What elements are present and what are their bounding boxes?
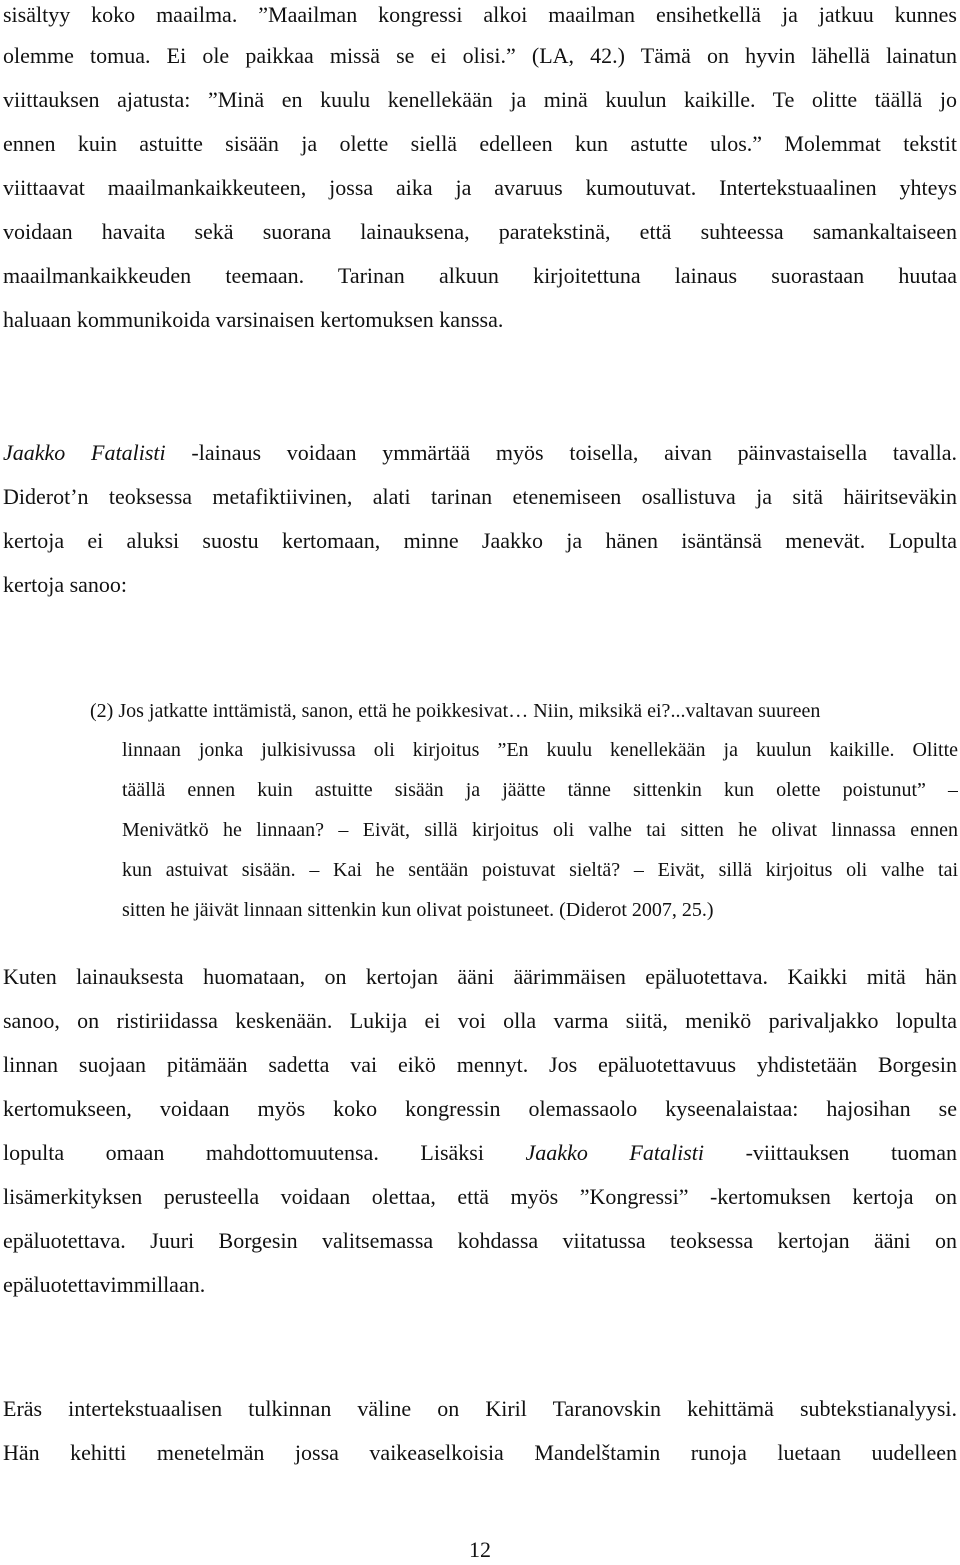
text-line: kertomukseen, voidaan myös koko kongressin olemassaolo kyseenalaistaa: hajosihan se [3, 1096, 957, 1121]
quote-line [90, 697, 958, 725]
text-line: Hän kehitti menetelmän jossa vaikeaselkoisia Mandelštamin runoja luetaan uudelleen [3, 1440, 957, 1465]
text-line: voidaan havaita sekä suorana lainauksena, paratekstinä, että suhteessa samankaltaiseen [3, 219, 957, 244]
text-line: sisältyy koko maailma. ”Maailman kongressi alkoi maailman ensihetkellä ja jatkuu kunnes [3, 2, 957, 27]
text-line: maailmankaikkeuden teemaan. Tarinan alkuun kirjoitettuna lainaus suorastaan huutaa [3, 263, 957, 288]
text-line: viittauksen ajatusta: ”Minä en kuulu kenellekään ja minä kuulun kaikille. Te olitte täällä jo [3, 87, 957, 112]
text-line: epäluotettavimmillaan. [3, 1272, 206, 1297]
text-line: olemme tomua. Ei ole paikkaa missä se ei olisi.” (LA, 42.) Tämä on hyvin lähellä lainatun [3, 43, 957, 68]
book-title: Jaakko Fatalisti [525, 1140, 704, 1165]
text-line: lisämerkityksen perusteella voidaan olettaa, että myös ”Kongressi” -kertomuksen kertoja on [3, 1184, 957, 1209]
quote-line: kun astuivat sisään. – Kai he sentään poistuvat sieltä? – Eivät, sillä kirjoitus oli valhe tai [122, 859, 958, 881]
text-line: Kuten lainauksesta huomataan, on kertojan ääni äärimmäisen epäluotettava. Kaikki mitä hän [3, 964, 957, 989]
quote-text: Jos jatkatte inttämistä, sanon, että he poikkesivat… Niin, miksikä ei?...valtavan suureen [118, 700, 821, 722]
quote-number: (2) [90, 700, 114, 722]
text-line: haluaan kommunikoida varsinaisen kertomuksen kanssa. [3, 307, 504, 332]
text-span: lopulta omaan mahdottomuutensa. Lisäksi [3, 1140, 526, 1165]
text-line: sanoo, on ristiriidassa keskenään. Lukija ei voi olla varma siitä, menikö parivaljakko lopulta [3, 1008, 957, 1033]
text-line: viittaavat maailmankaikkeuteen, jossa aika ja avaruus kumoutuvat. Intertekstuaalinen yhteys [3, 175, 957, 200]
page-number: 12 [469, 1537, 491, 1562]
quote-line: sitten he jäivät linnaan sittenkin kun olivat poistuneet. (Diderot 2007, 25.) [122, 899, 714, 921]
text-span: -viittauksen tuoman [703, 1140, 957, 1165]
text-span: -lainaus voidaan ymmärtää myös toisella, aivan päinvastaisella tavalla. [165, 440, 957, 465]
book-title: Jaakko Fatalisti [3, 440, 166, 465]
text-line: epäluotettava. Juuri Borgesin valitsemassa kohdassa viitatussa teoksessa kertojan ääni on [3, 1228, 957, 1253]
text-line [3, 1138, 957, 1168]
text-line: kertoja sanoo: [3, 572, 128, 597]
quote-line: linnaan jonka julkisivussa oli kirjoitus ”En kuulu kenellekään ja kuulun kaikille. Olitte [122, 739, 958, 761]
quote-line: Menivätkö he linnaan? – Eivät, sillä kirjoitus oli valhe tai sitten he olivat linnassa ennen [122, 819, 958, 841]
text-line [3, 438, 957, 468]
text-line: linnan suojaan pitämään sadetta vai eikö mennyt. Jos epäluotettavuus yhdistetään Borgesin [3, 1052, 957, 1077]
text-line: ennen kuin astuitte sisään ja olette siellä edelleen kun astutte ulos.” Molemmat tekstit [3, 131, 957, 156]
text-line: Eräs intertekstuaalisen tulkinnan väline on Kiril Taranovskin kehittämä subtekstianalyysi. [3, 1396, 957, 1421]
quote-line: täällä ennen kuin astuitte sisään ja jäätte tänne sittenkin kun olette poistunut” – [122, 779, 958, 801]
text-line: Diderot’n teoksessa metafiktiivinen, alati tarinan etenemiseen osallistuva ja sitä häiritseväkin [3, 484, 957, 509]
text-line: kertoja ei aluksi suostu kertomaan, minne Jaakko ja hänen isäntänsä menevät. Lopulta [3, 528, 957, 553]
